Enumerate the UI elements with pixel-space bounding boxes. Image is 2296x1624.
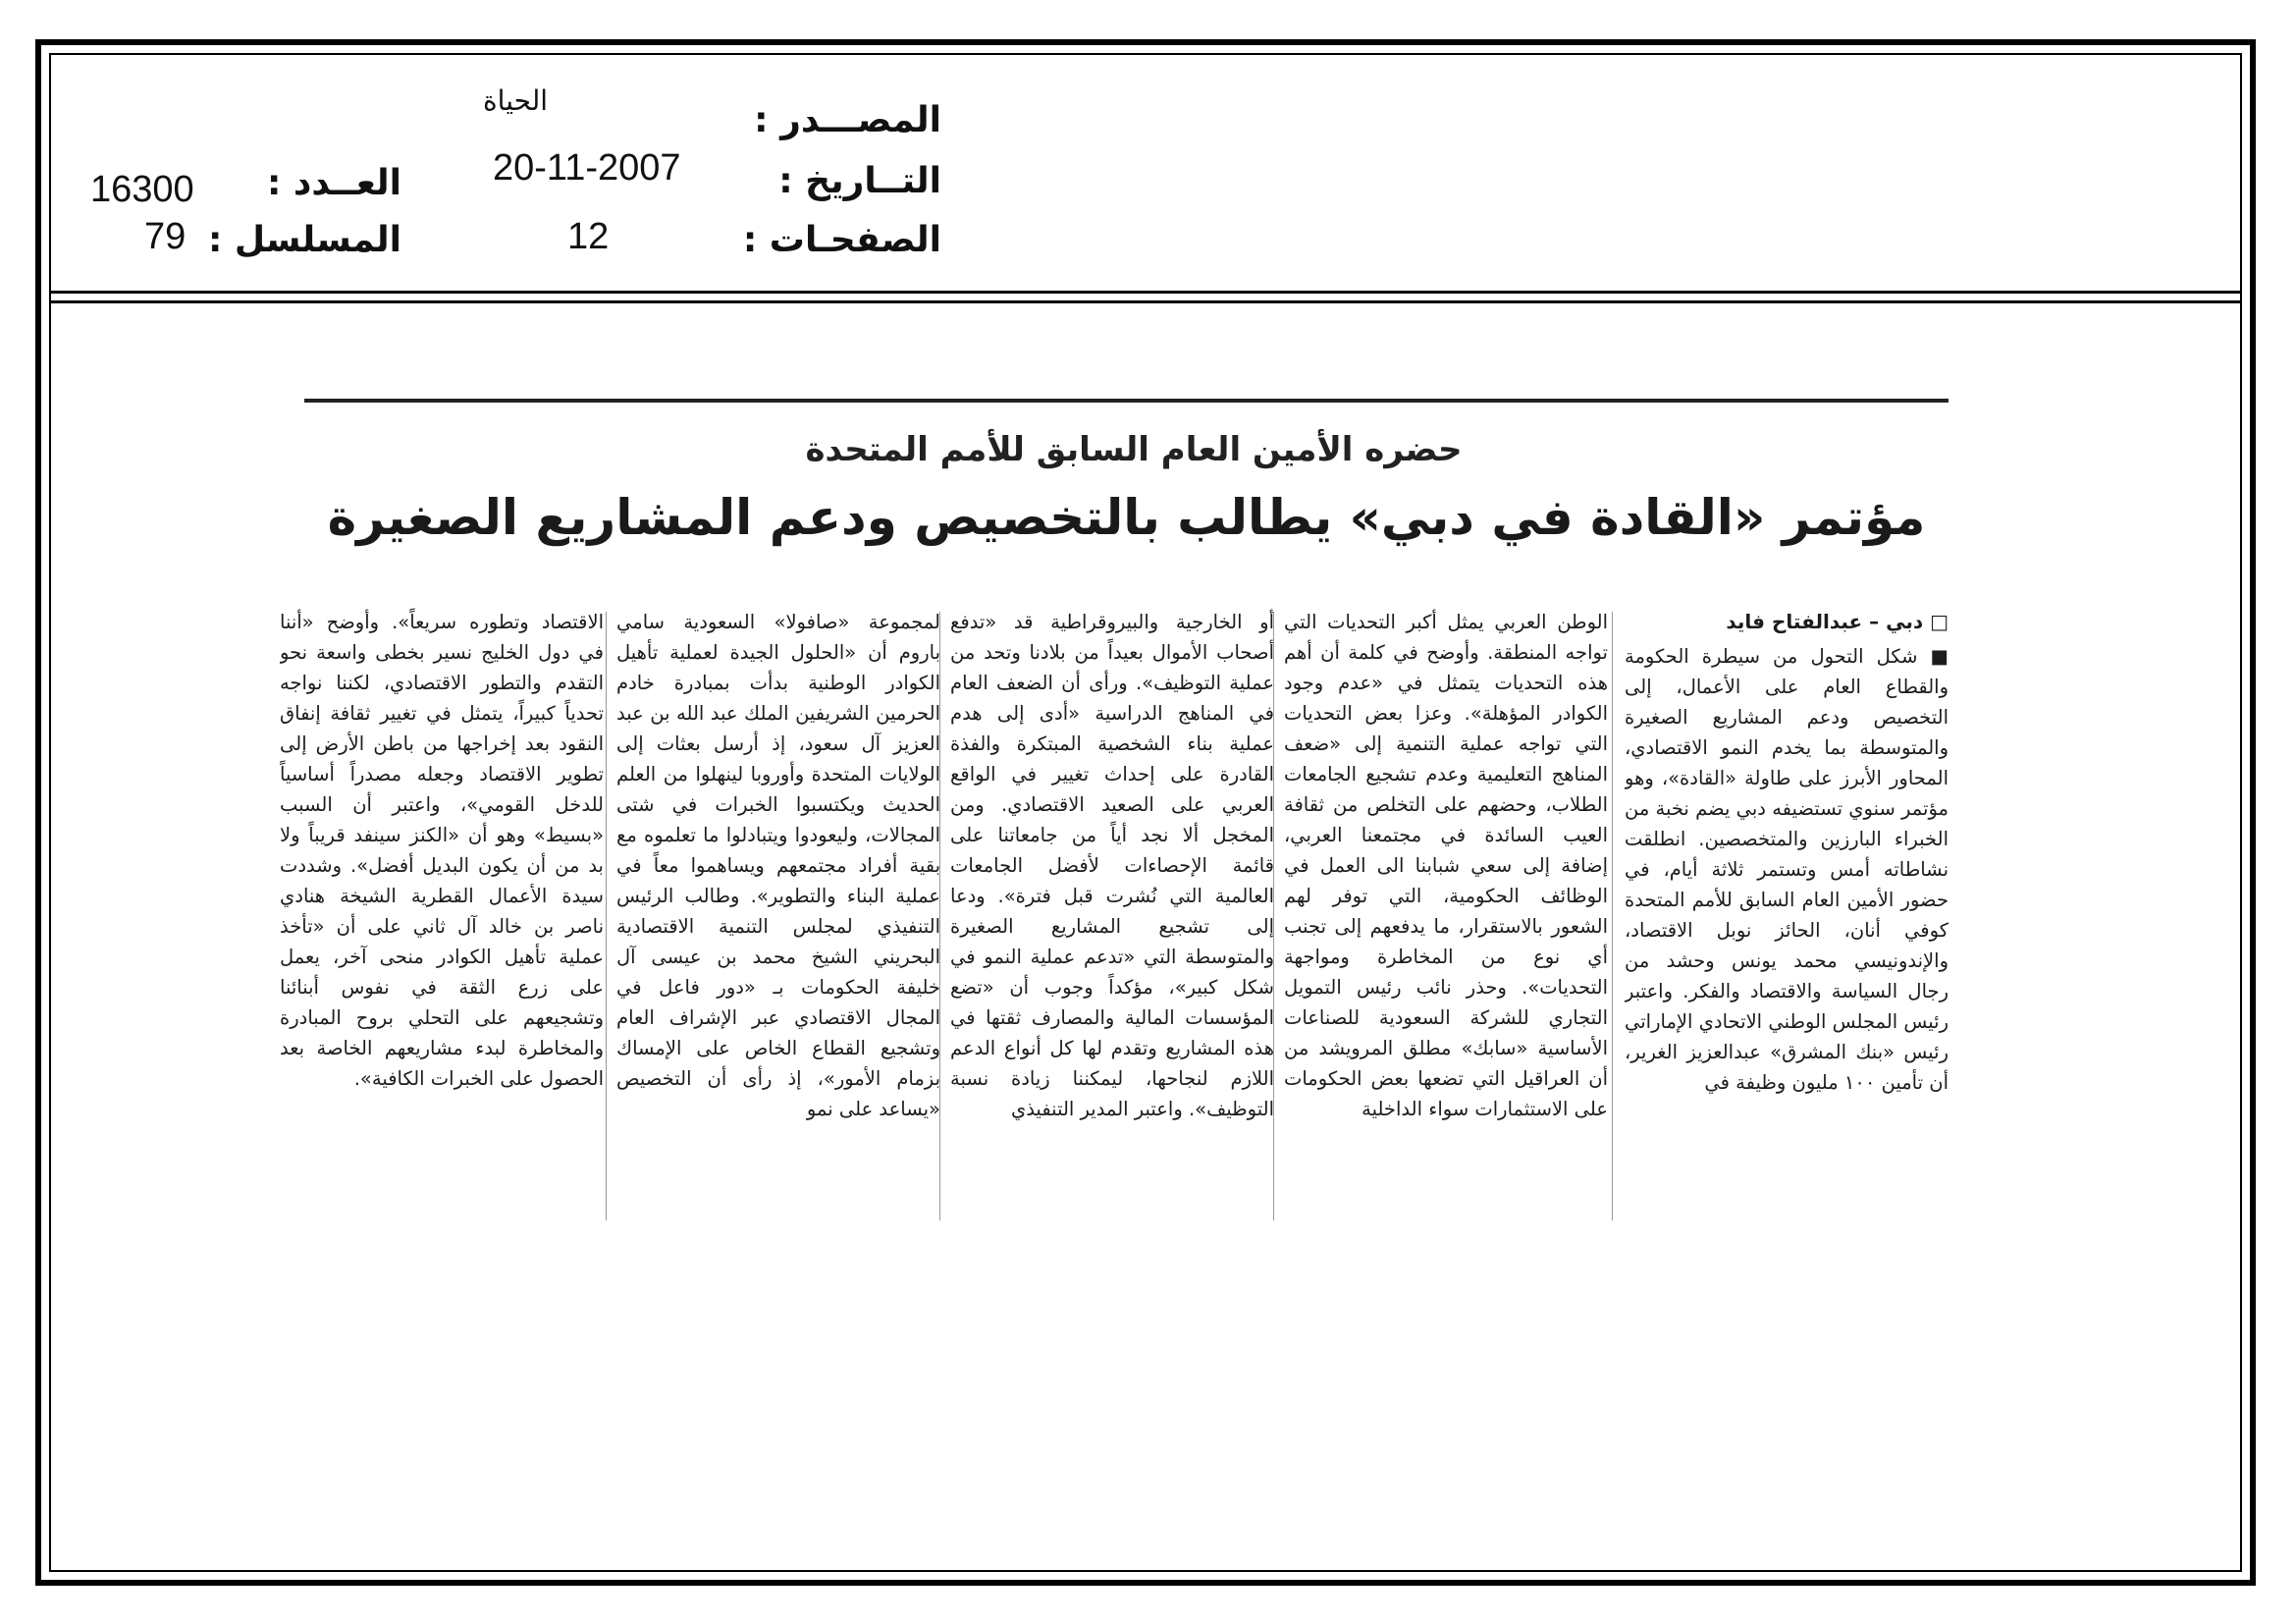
article-column-3 [950,607,1274,1235]
source-label: المصـــدر : [754,100,941,140]
article-headline: مؤتمر «القادة في دبي» يطالب بالتخصيص ودعم المشاريع الصغيرة [327,489,1926,546]
issue-value: 16300 [90,169,194,210]
pages-value: 12 [567,216,610,257]
column-divider [1612,612,1613,1220]
source-value: الحياة [483,84,549,117]
column-text: الاقتصاد وتطوره سريعاً». وأوضح «أننا في دول الخليج نسير بخطى واسعة نحو التقدم والتطور الاقتصادي، لكننا نواجه تحدياً كبيراً، يتمثل في تغيير ثقافة إنفاق النقود بعد إخراجها من باطن الأرض إلى تطوير الاقتصاد وجعله مصدراً أساسياً للدخل القومي»، واعتبر أن السبب «بسيط» وهو أن «الكنز سينفد قريباً ولا بد من أن يكون البديل أفضل». وشددت سيدة الأعمال القطرية الشيخة هنادي ناصر بن خالد آل ثاني على أن «تأخذ عملية تأهيل الكوادر منحى آخر، يعمل على زرع الثقة في نفوس أبنائنا وتشجيعهم على التحلي بروح المبادرة والمخاطرة لبدء مشاريعهم الخاصة بعد الحصول على الخبرات الكافية». [280,611,604,1090]
pages-label: الصفحـات : [742,220,941,260]
article-byline: □ دبي – عبدالفتاح فايد [1726,610,1949,633]
column-text: الوطن العربي يمثل أكبر التحديات التي تواجه المنطقة. وأوضح في كلمة أن أهم هذه التحديات يتمثل في «عدم وجود الكوادر المؤهلة». وعزا بعض التحديات التي تواجه عملية التنمية إلى «ضعف المناهج التعليمية وعدم تشجيع الجامعات الطلاب، وحضهم على التخلص من ثقافة العيب السائدة في مجتمعنا العربي، إضافة إلى سعي شبابنا الى العمل في الوظائف الحكومية، التي توفر لهم الشعور بالاستقرار، ما يدفعهم إلى تجنب أي نوع من المخاطرة ومواجهة التحديات». وحذر نائب رئيس التمويل التجاري للشركة السعودية للصناعات الأساسية «سابك» مطلق المرويشد من أن العراقيل التي تضعها بعض الحكومات على الاستثمارات سواء الداخلية [1284,611,1608,1120]
date-label: التــاريخ : [778,161,941,201]
header-divider-2 [49,300,2242,303]
column-text: لمجموعة «صافولا» السعودية سامي باروم أن «الحلول الجيدة لعملية تأهيل الكوادر الوطنية بدأت بمبادرة خادم الحرمين الشريفين الملك عبد الله بن عبد العزيز آل سعود، إذ أرسل بعثات إلى الولايات المتحدة وأوروبا لينهلوا من العلم الحديث ويكتسبوا الخبرات في شتى المجالات، وليعودوا ويتبادلوا ما تعلموه مع بقية أفراد مجتمعهم ويساهموا معاً في عملية البناء والتطوير». وطالب الرئيس التنفيذي لمجلس التنمية الاقتصادية البحريني الشيخ محمد بن عيسى آل خليفة الحكومات بـ «دور فاعل في المجال الاقتصادي عبر الإشراف العام وتشجيع القطاع الخاص على الإمساك بزمام الأمور»، إذ رأى أن التخصيص «يساعد على نمو [616,611,940,1120]
issue-label: العــدد : [267,163,401,203]
date-value: 20-11-2007 [493,147,681,189]
article-column-5 [280,607,604,1235]
column-divider [606,612,607,1220]
article-column-4 [616,607,940,1235]
article-kicker: حضره الأمين العام السابق للأمم المتحدة [805,430,1463,469]
clipping-top-rule [304,399,1949,403]
header-divider [49,291,2242,294]
serial-value: 79 [144,216,187,257]
article-column-1 [1625,607,1949,1235]
serial-label: المسلسل : [207,220,401,260]
column-text: أو الخارجية والبيروقراطية قد «تدفع أصحاب الأموال بعيداً من بلادنا وتحد من عملية التوظيف». ورأى أن الضعف العام في المناهج الدراسية «أدى إلى هدم عملية بناء الشخصية المبتكرة والفذة القادرة على إحداث تغيير في الواقع العربي على الصعيد الاقتصادي. ومن المخجل ألا نجد أياً من جامعاتنا على قائمة الإحصاءات لأفضل الجامعات العالمية التي نُشرت قبل فترة». ودعا إلى تشجيع المشاريع الصغيرة والمتوسطة التي «تدعم عملية النمو في شكل كبير»، مؤكداً وجوب أن «تضع المؤسسات المالية والمصارف ثقتها في هذه المشاريع وتقدم لها كل أنواع الدعم اللازم لنجاحها، ليمكننا زيادة نسبة التوظيف». واعتبر المدير التنفيذي [950,611,1274,1120]
column-text: ■ شكل التحول من سيطرة الحكومة والقطاع العام على الأعمال، إلى التخصيص ودعم المشاريع الصغيرة والمتوسطة بما يخدم النمو الاقتصادي، المحاور الأبرز على طاولة «القادة»، وهو مؤتمر سنوي تستضيفه دبي يضم نخبة من الخبراء البارزين والمتخصصين. انطلقت نشاطاته أمس وتستمر ثلاثة أيام، في حضور الأمين العام السابق للأمم المتحدة كوفي أنان، الحائز نوبل الاقتصاد، والإندونيسي محمد يونس وحشد من رجال السياسة والاقتصاد والفكر. واعتبر رئيس المجلس الوطني الاتحادي الإماراتي رئيس «بنك المشرق» عبدالعزيز الغرير، أن تأمين ١٠٠ مليون وظيفة في [1625,645,1949,1094]
newspaper-clipping [280,391,1953,1255]
article-column-2 [1284,607,1608,1235]
